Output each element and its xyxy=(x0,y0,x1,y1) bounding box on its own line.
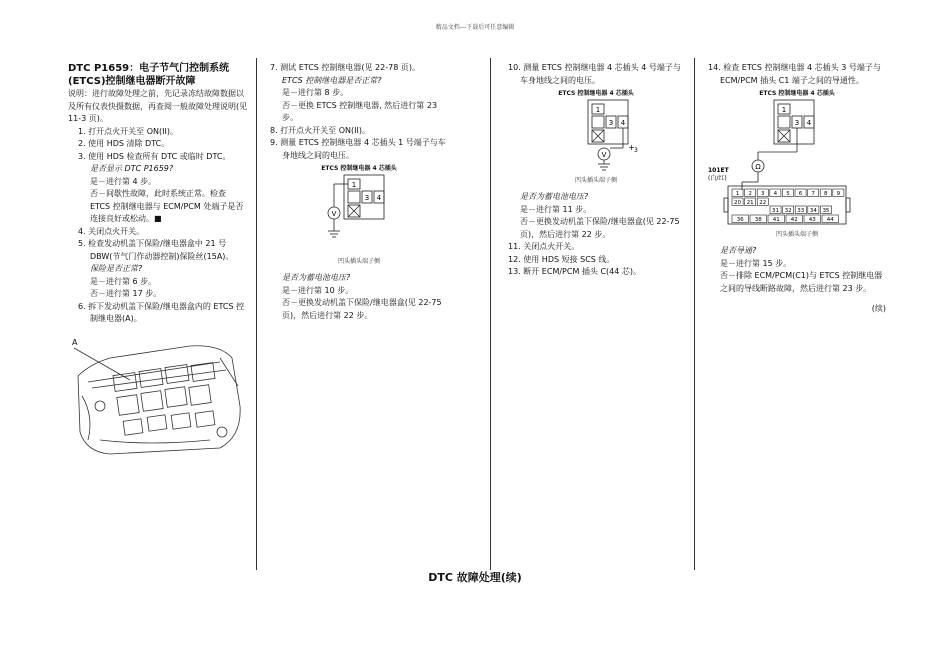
connector-pin-label: 31 xyxy=(772,208,780,214)
pin-1-label: 1 xyxy=(351,181,357,189)
connector-pin-label: 20 xyxy=(734,200,742,206)
connector-pin-label: 5 xyxy=(786,191,790,197)
yes-14: 是－进行第 15 步。 xyxy=(720,258,792,268)
step-5: 5. 检查发动机盖下保险/继电器盒中 21 号 DBW(节气门作动器控制)保险丝(15A)。 xyxy=(78,239,234,261)
step-8: 8. 打开点火开关至 ON(II)。 xyxy=(270,125,370,135)
connector-pin-label: 3 xyxy=(761,191,765,197)
step-13: 13. 断开 ECM/PCM 插头 C(44 芯)。 xyxy=(508,267,641,276)
fuse-box-illustration xyxy=(70,336,246,456)
step-11: 11. 关闭点火开关。 xyxy=(508,242,580,251)
wire-color-label: (白/红) xyxy=(708,175,727,182)
connector-pin-label: 32 xyxy=(784,208,792,214)
connector-pin-label: 4 xyxy=(773,191,778,197)
yes-3: 是－进行第 4 步。 xyxy=(90,176,157,186)
question-7: ETCS 控制继电器是否正常? xyxy=(282,75,382,85)
pin-1-label: 1 xyxy=(781,106,787,114)
pin-4-label: 4 xyxy=(806,119,812,127)
continuity-diagram-step14 xyxy=(708,98,886,228)
connector-pin-label: 2 xyxy=(748,191,752,197)
continued-mark: (续) xyxy=(871,304,886,313)
no-7: 否－更换 ETCS 控制继电器, 然后进行第 23 步。 xyxy=(282,100,438,122)
question-14: 是否导通? xyxy=(720,246,757,255)
pin-3-label: 3 xyxy=(364,194,370,202)
intro-text: 说明：进行故障处理之前，先记录冻结故障数据以及所有仪表快摄数据，再查阅一般故障处理说明(见 11-3 页)。 xyxy=(68,89,248,123)
page-header: 精品文档---下载后可任意编辑 xyxy=(435,24,515,31)
diagram-title: ETCS 控制继电器 4 芯插头 xyxy=(321,165,397,172)
ecm-connector-pins xyxy=(732,189,844,223)
plus-sign: + xyxy=(628,143,635,152)
section-title-line1: DTC P1659：电子节气门控制系统 xyxy=(68,63,230,74)
column-divider xyxy=(490,58,491,570)
photo-label-a: A xyxy=(72,338,78,347)
voltmeter-icon: V xyxy=(601,151,607,159)
question-5: 保险是否正常? xyxy=(90,264,143,273)
column-4 xyxy=(708,62,886,324)
column-1 xyxy=(68,62,248,326)
connector-pin-label: 35 xyxy=(822,208,830,214)
step-3: 3. 使用 HDS 检查所有 DTC 或临时 DTC。 xyxy=(78,151,231,161)
pin-3-label: 3 xyxy=(794,119,800,127)
step-9: 9. 测量 ETCS 控制继电器 4 芯插头 1 号端子与车身地线之间的电压。 xyxy=(270,138,446,160)
no-10: 否－更换发动机盖下保险/继电器盒(见 22-75 页)，然后进行第 22 步。 xyxy=(520,217,680,239)
diagram-caption: 凹头插头端子侧 xyxy=(775,231,818,238)
connector-pin-label: 7 xyxy=(811,191,815,197)
ohmmeter-icon: Ω xyxy=(755,163,761,171)
connector-pin-label: 22 xyxy=(759,200,767,206)
no-14: 否－排除 ECM/PCM(C1)与 ETCS 控制继电器之间的导线断路故障，然后进行第 23 步。 xyxy=(720,271,883,293)
yes-5: 是－进行第 6 步。 xyxy=(90,276,157,286)
yes-9: 是－进行第 10 步。 xyxy=(282,285,354,295)
diagram-caption: 凹头插头端子侧 xyxy=(574,177,617,184)
pin-1-label: 1 xyxy=(595,106,601,114)
connector-diagram-step9 xyxy=(270,173,448,255)
no-3: 否－间歇性故障，此时系统正常。检查 ETCS 控制继电器与 ECM/PCM 处端子是否连接良好或松动。■ xyxy=(90,189,244,223)
connector-pin-label: 9 xyxy=(836,191,841,197)
diagram-caption: 凹头插头端子侧 xyxy=(337,258,380,265)
voltmeter-icon: V xyxy=(331,210,337,218)
question-10: 是否为蓄电池电压? xyxy=(520,192,589,201)
wire-code-label: 101ET xyxy=(708,167,729,174)
connector-pin-label: 36 xyxy=(736,217,744,223)
column-divider xyxy=(256,58,257,570)
column-2 xyxy=(270,62,448,322)
no-5: 否－进行第 17 步。 xyxy=(90,289,162,298)
connector-pin-label: 44 xyxy=(826,217,834,223)
connector-pin-label: 43 xyxy=(808,217,816,223)
connector-diagram-step10 xyxy=(508,98,684,174)
pin-4-label: 4 xyxy=(376,194,382,202)
diagram-title: ETCS 控制继电器 4 芯插头 xyxy=(558,90,634,97)
step-14: 14. 检查 ETCS 控制继电器 4 芯插头 3 号端子与 ECM/PCM 插头 C1 端子之间的导通性。 xyxy=(708,63,881,85)
yes-7: 是－进行第 8 步。 xyxy=(282,88,349,97)
connector-pin-label: 8 xyxy=(824,191,828,197)
section-title-line2: (ETCS)控制继电器断开故障 xyxy=(68,76,196,87)
column-3 xyxy=(508,62,684,279)
connector-pin-label: 1 xyxy=(735,191,740,197)
step-6: 6. 拆下发动机盖下保险/继电器盒内的 ETCS 控制继电器(A)。 xyxy=(78,301,245,323)
connector-pin-label: 41 xyxy=(772,217,780,223)
step-4: 4. 关闭点火开关。 xyxy=(78,226,145,236)
page-footer: DTC 故障处理(续) xyxy=(428,571,522,584)
yes-10: 是－进行第 11 步。 xyxy=(520,204,592,214)
diagram-title: ETCS 控制继电器 4 芯插头 xyxy=(759,90,835,97)
column-divider xyxy=(694,58,695,570)
no-9: 否－更换发动机盖下保险/继电器盒(见 22-75 页)，然后进行第 22 步。 xyxy=(282,298,442,320)
pin-4-label: 4 xyxy=(620,119,626,127)
step-2: 2. 使用 HDS 清除 DTC。 xyxy=(78,139,170,148)
step-10: 10. 测量 ETCS 控制继电器 4 芯插头 4 号端子与车身地线之间的电压。 xyxy=(508,63,681,85)
question-3: 是否显示 DTC P1659? xyxy=(90,164,174,173)
connector-pin-label: 6 xyxy=(798,191,803,197)
connector-pin-label: 42 xyxy=(790,217,798,223)
connector-pin-label: 34 xyxy=(809,208,817,214)
step-7: 7. 测试 ETCS 控制继电器(见 22-78 页)。 xyxy=(270,63,420,72)
pin-3-label: 3 xyxy=(608,119,614,127)
connector-pin-label: 33 xyxy=(797,208,805,214)
step-12: 12. 使用 HDS 短接 SCS 线。 xyxy=(508,254,615,264)
question-9: 是否为蓄电池电压? xyxy=(282,273,351,282)
step-1: 1. 打开点火开关至 ON(II)。 xyxy=(78,126,178,136)
connector-pin-label: 38 xyxy=(754,217,762,223)
terminal-label: 3 xyxy=(634,147,638,154)
connector-pin-label: 21 xyxy=(746,200,754,206)
